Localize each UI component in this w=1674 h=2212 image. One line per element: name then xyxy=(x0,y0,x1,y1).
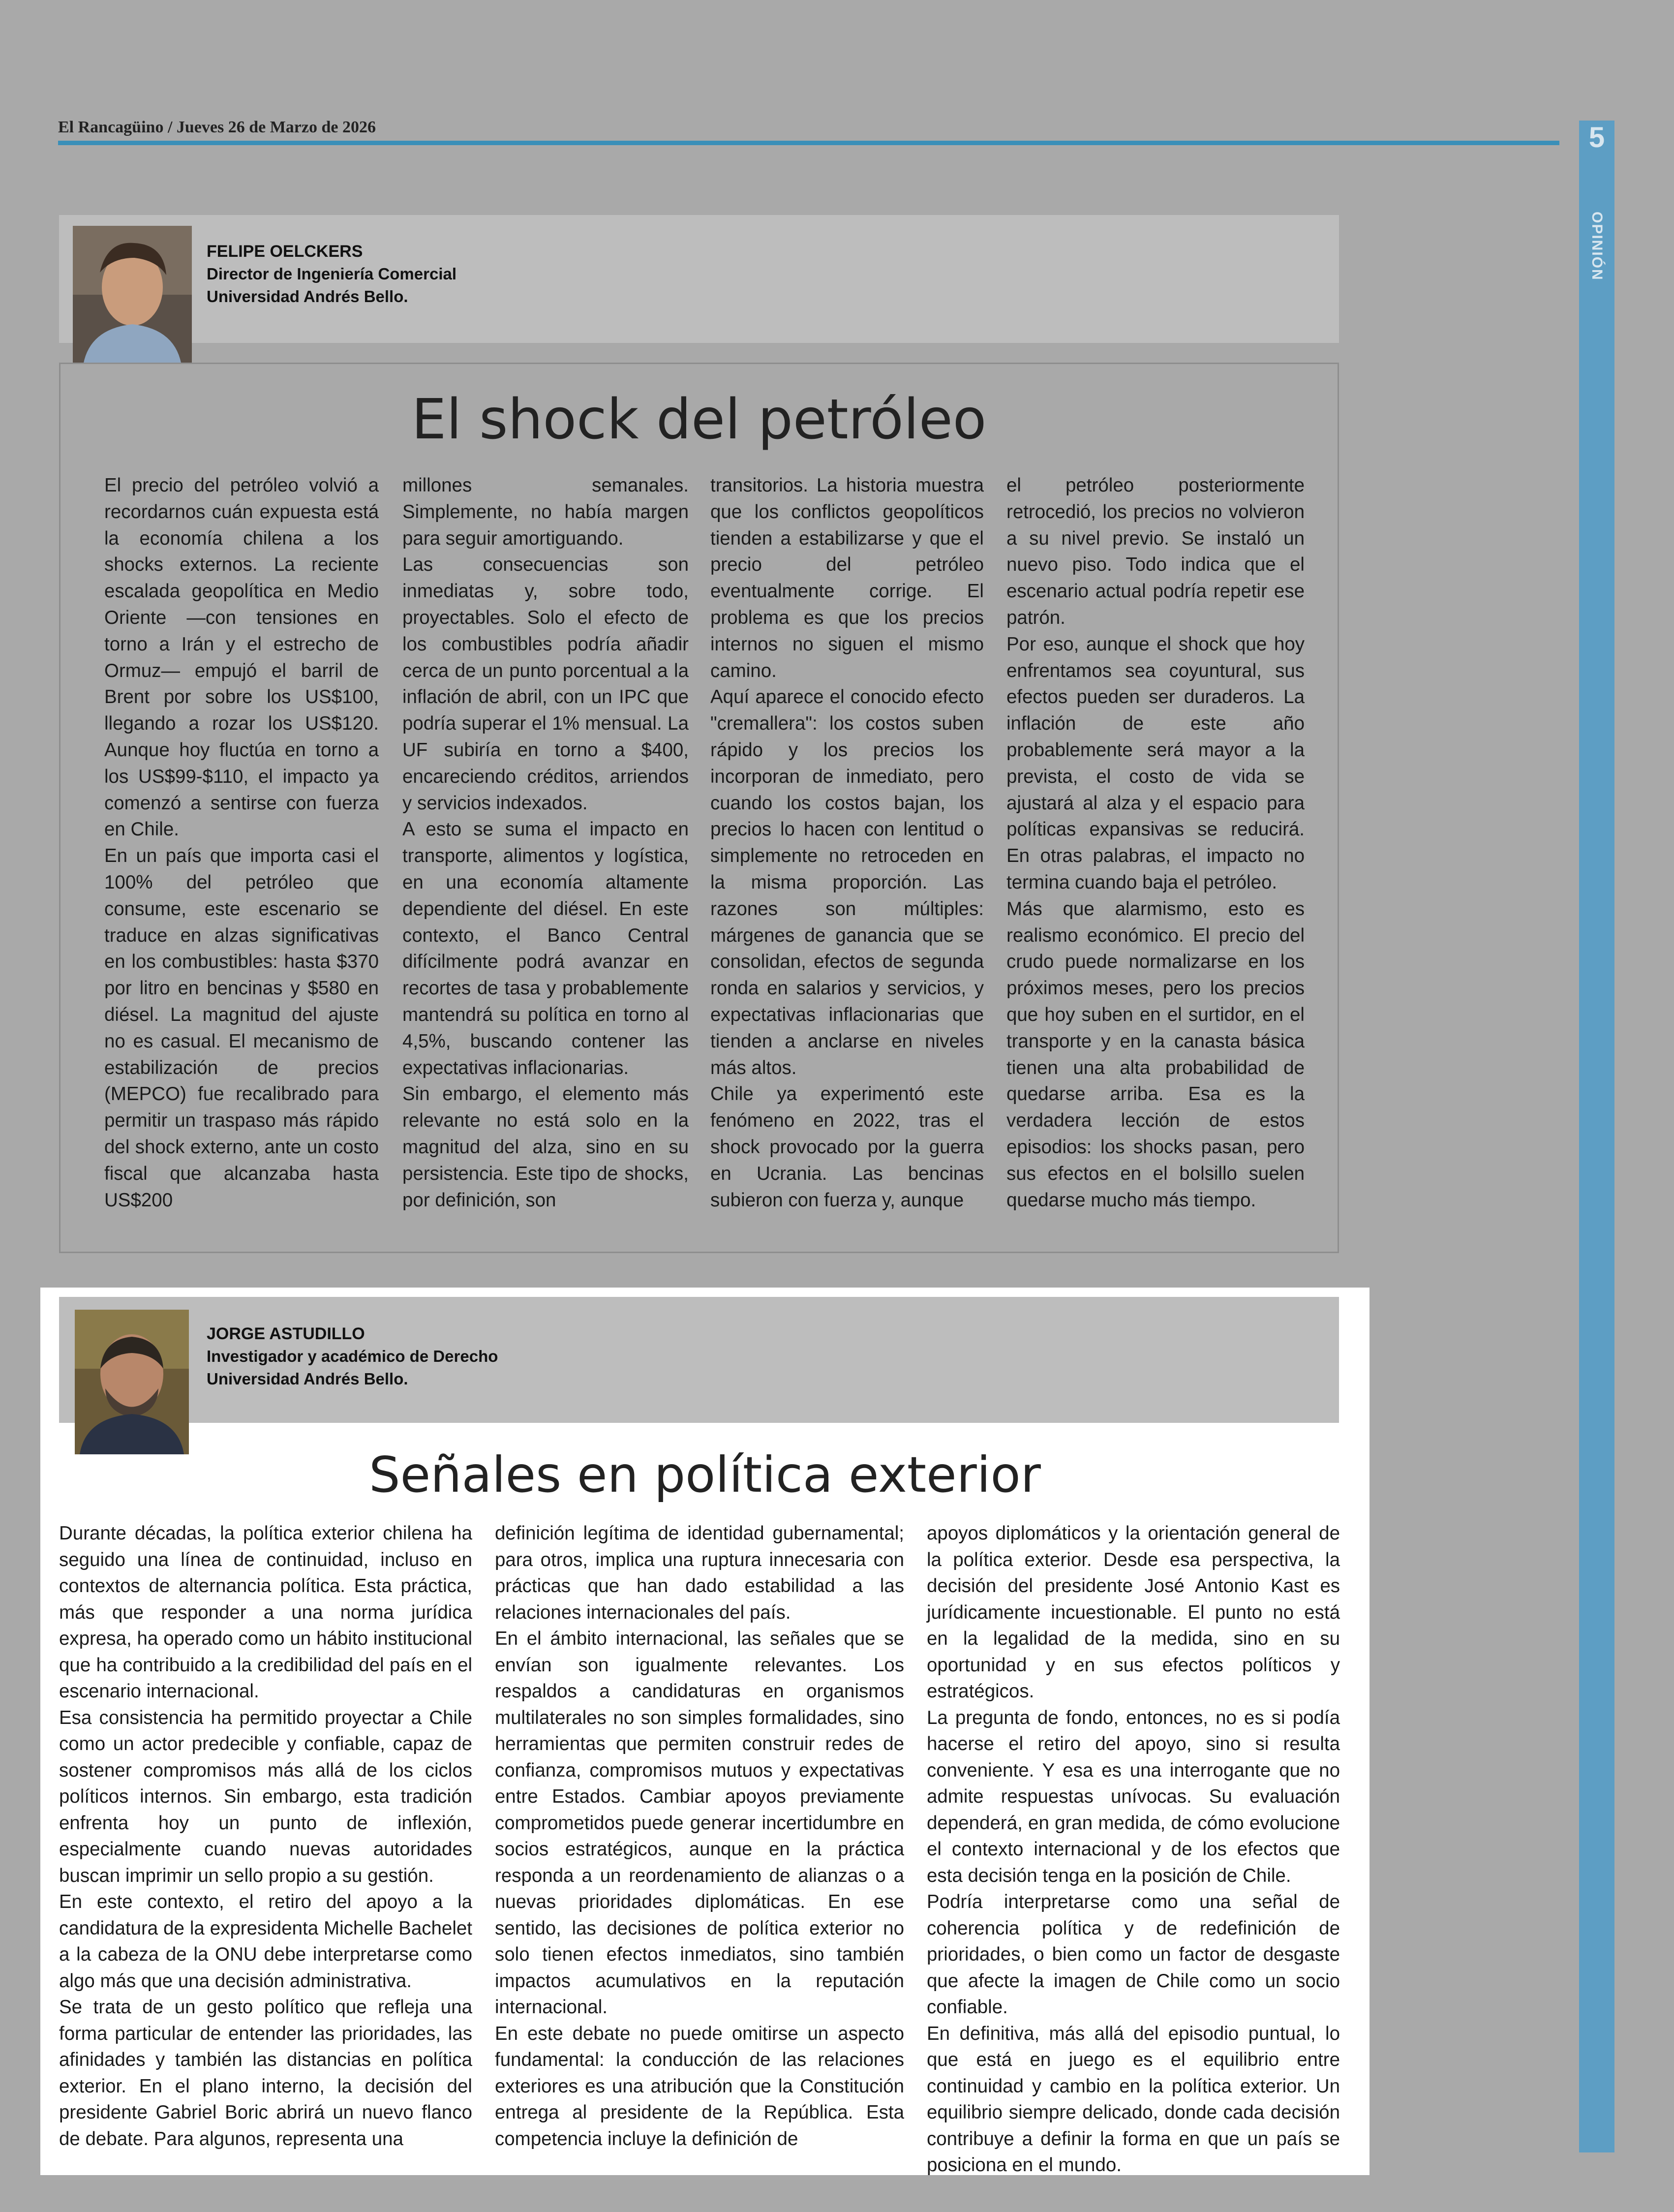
article-column-3 xyxy=(927,1520,1340,2179)
paragraph: En definitiva, más allá del episodio puntual, lo que está en juego es el equilibrio entre continuidad y cambio en la política exterior. Un equilibrio siempre delicado, donde cada decisión contribuye a definir la forma en que un país se posiciona en el mundo. xyxy=(927,2023,1340,2176)
paragraph: apoyos diplomáticos y la orientación general de la política exterior. Desde esa perspectiva, la decisión del presidente José Antonio Kast es jurídicamente incuestionable. El punto no está en la legalidad de la medida, sino en su oportunidad y en sus efectos políticos y estratégicos. xyxy=(927,1523,1340,1702)
paragraph: La pregunta de fondo, entonces, no es si podía hacerse el retiro del apoyo, sino si resulta conveniente. Y esa es una interrogante que no admite respuestas unívocas. Su evaluación dependerá, en gran medida, de cómo evolucione el contexto internacional y de los efectos que esta decisión tenga en la posición de Chile. xyxy=(927,1707,1340,1886)
paragraph: Por eso, aunque el shock que hoy enfrentamos sea coyuntural, sus efectos pueden ser duraderos. La inflación de este año probablemente será mayor a la prevista, el costo de vida se ajustará al alza y el espacio para políticas expansivas se reducirá. En otras palabras, el impacto no termina cuando baja el petróleo. xyxy=(1006,633,1305,893)
paragraph: Las consecuencias son inmediatas y, sobre todo, proyectables. Solo el efecto de los combustibles podría añadir cerca de un punto porcentual a la inflación de abril, con un IPC que podría superar el 1% mensual. La UF subiría en torno a $400, encareciendo créditos, arriendos y servicios indexados. xyxy=(402,554,689,814)
author-photo-image xyxy=(73,226,192,369)
paragraph: A esto se suma el impacto en transporte, alimentos y logística, en una economía altamente dependiente del diésel. En este contexto, el Banco Central difícilmente podrá avanzar en recortes de tasa y probablemente mantendrá su política en torno al 4,5%, buscando contener las expectativas inflacionarias. xyxy=(402,819,689,1078)
author-org: Universidad Andrés Bello. xyxy=(207,1370,408,1388)
author-photo xyxy=(75,1310,189,1454)
author-role: Investigador y académico de Derecho xyxy=(207,1347,498,1365)
page-number: 5 xyxy=(1588,122,1605,154)
section-label xyxy=(1579,212,1614,310)
article-column-4 xyxy=(1006,472,1305,1213)
paragraph: Durante décadas, la política exterior chilena ha seguido una línea de continuidad, incluso en contextos de alternancia política. Esta práctica, más que responder a una norma jurídica expresa, ha operado como un hábito institucional que ha contribuido a la credibilidad del país en el escenario internacional. xyxy=(59,1523,472,1702)
article-title: Señales en política exterior xyxy=(369,1446,1041,1504)
section-label-text: OPINIÓN xyxy=(1589,212,1605,281)
article-column-1 xyxy=(59,1520,472,2152)
page-header: El Rancagüino / Jueves 26 de Marzo de 2026 xyxy=(58,118,376,136)
section-sidebar xyxy=(1579,121,1614,2152)
author-info xyxy=(207,1322,498,1390)
paragraph: Más que alarmismo, esto es realismo económico. El precio del crudo puede normalizarse en los próximos meses, pero los precios que hoy suben en el surtidor, en el transporte y en la canasta básica tienen una alta probabilidad de quedarse arriba. Esa es la verdadera lección de estos episodios: los shocks pasan, pero sus efectos en el bolsillo suelen quedarse mucho más tiempo. xyxy=(1006,898,1305,1211)
paragraph: definición legítima de identidad gubernamental; para otros, implica una ruptura innecesaria con prácticas que han dado estabilidad a las relaciones internacionales del país. xyxy=(495,1523,904,1623)
paragraph: En un país que importa casi el 100% del petróleo que consume, este escenario se traduce en alzas significativas en los combustibles: hasta $370 por litro en bencinas y $580 en diésel. La magnitud del ajuste no es casual. El mecanismo de estabilización de precios (MEPCO) fue recalibrado para permitir un traspaso más rápido del shock externo, ante un costo fiscal que alcanzaba hasta US$200 xyxy=(104,845,379,1211)
paragraph: El precio del petróleo volvió a recordarnos cuán expuesta está la economía chilena a los shocks externos. La reciente escalada geopolítica en Medio Oriente —con tensiones en torno a Irán y el estrecho de Ormuz— empujó el barril de Brent por sobre los US$100, llegando a rozar los US$120. Aunque hoy fluctúa en torno a los US$99-$110, el impacto ya comenzó a sentirse con fuerza en Chile. xyxy=(104,475,379,840)
author-name: JORGE ASTUDILLO xyxy=(207,1324,365,1343)
paragraph: Se trata de un gesto político que refleja una forma particular de entender las prioridades, las afinidades y también las distancias en política exterior. En el plano interno, la decisión del presidente Gabriel Boric abrirá un nuevo flanco de debate. Para algunos, representa una xyxy=(59,1997,472,2150)
article-column-3 xyxy=(710,472,984,1213)
paragraph: En este debate no puede omitirse un aspecto fundamental: la conducción de las relaciones exteriores es una atribución que la Constitución entrega al presidente de la República. Esta competencia incluye la definición de xyxy=(495,2023,904,2150)
article-column-2 xyxy=(495,1520,904,2152)
paragraph: Chile ya experimentó este fenómeno en 2022, tras el shock provocado por la guerra en Ucrania. Las bencinas subieron con fuerza y, aunque xyxy=(710,1083,984,1211)
author-org: Universidad Andrés Bello. xyxy=(207,287,408,306)
paragraph: Sin embargo, el elemento más relevante no está solo en la magnitud del alza, sino en su persistencia. Este tipo de shocks, por definición, son xyxy=(402,1083,689,1211)
author-photo-image xyxy=(75,1310,189,1454)
paragraph: En el ámbito internacional, las señales que se envían son igualmente relevantes. Los respaldos a candidaturas en organismos multilaterales no son simples formalidades, sino herramientas que permiten construir redes de confianza, compromisos mutuos y expectativas entre Estados. Cambiar apoyos previamente comprometidos puede generar incertidumbre en socios estratégicos, aunque en la práctica responda a un reordenamiento de alianzas o a nuevas prioridades diplomáticas. En ese sentido, las decisiones de política exterior no solo tienen efectos inmediatos, sino también impactos acumulativos en la reputación internacional. xyxy=(495,1628,904,2018)
article-title: El shock del petróleo xyxy=(411,388,987,452)
author-photo xyxy=(73,226,192,369)
paragraph: Esa consistencia ha permitido proyectar a Chile como un actor predecible y confiable, capaz de sostener compromisos más allá de los ciclos políticos internos. Sin embargo, esta tradición enfrenta hoy un punto de inflexión, especialmente cuando nuevas autoridades buscan imprimir un sello propio a su gestión. xyxy=(59,1707,472,1886)
paragraph: millones semanales. Simplemente, no había margen para seguir amortiguando. xyxy=(402,475,689,549)
article-column-1 xyxy=(104,472,379,1213)
paragraph: transitorios. La historia muestra que los conflictos geopolíticos tienden a estabilizarse y que el precio del petróleo eventualmente corrige. El problema es que los precios internos no siguen el mismo camino. xyxy=(710,475,984,681)
author-role: Director de Ingeniería Comercial xyxy=(207,265,457,283)
paragraph: Podría interpretarse como una señal de coherencia política y de redefinición de prioridades, o bien como un factor de desgaste que afecte la imagen de Chile como un socio confiable. xyxy=(927,1891,1340,2018)
paragraph: el petróleo posteriormente retrocedió, los precios no volvieron a su nivel previo. Se instaló un nuevo piso. Todo indica que el escenario actual podría repetir ese patrón. xyxy=(1006,475,1305,628)
header-rule xyxy=(58,141,1559,145)
author-info xyxy=(207,240,457,308)
article-column-2 xyxy=(402,472,689,1213)
author-name: FELIPE OELCKERS xyxy=(207,242,363,261)
paragraph: En este contexto, el retiro del apoyo a la candidatura de la expresidenta Michelle Bachelet a la cabeza de la ONU debe interpretarse como algo más que una decisión administrativa. xyxy=(59,1891,472,1992)
paragraph: Aquí aparece el conocido efecto "cremallera": los costos suben rápido y los precios los incorporan de inmediato, pero cuando los costos bajan, los precios lo hacen con lentitud o simplemente no retroceden en la misma proporción. Las razones son múltiples: márgenes de ganancia que se consolidan, efectos de segunda ronda en salarios y servicios, y expectativas inflacionarias que tienden a anclarse en niveles más altos. xyxy=(710,686,984,1078)
